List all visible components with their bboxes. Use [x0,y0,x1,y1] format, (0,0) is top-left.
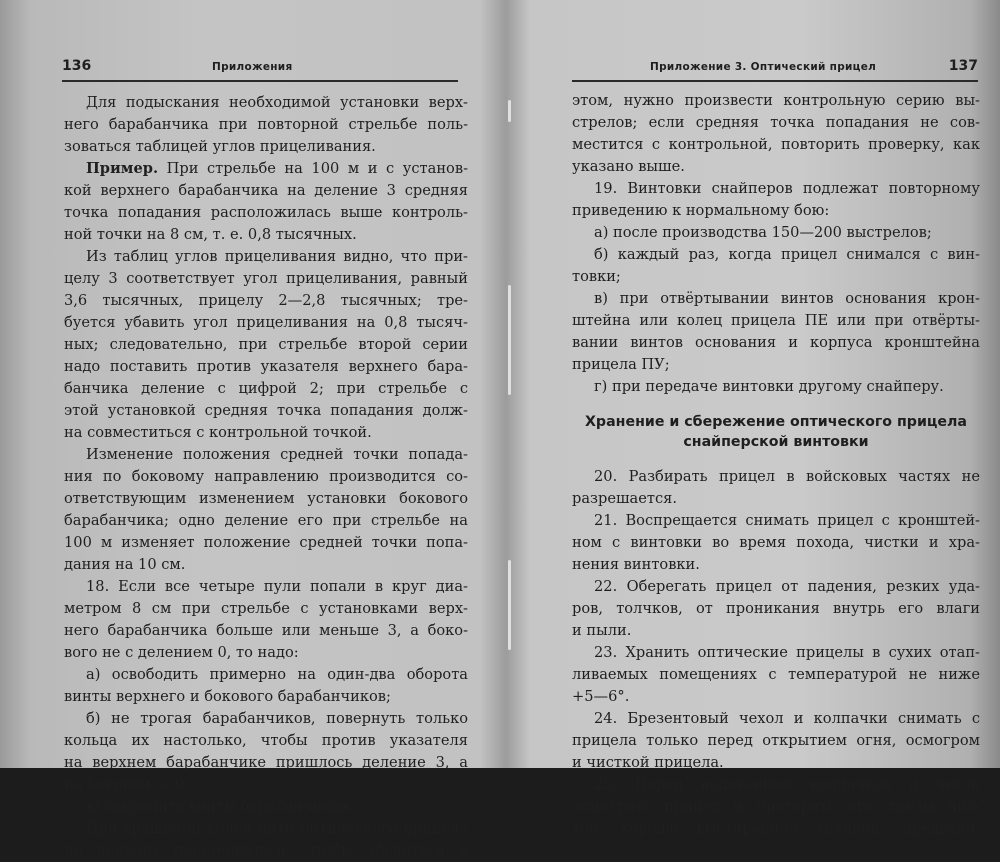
line-text: 20. Разбирать прицел в войсковых частях не [594,468,980,485]
text-line [572,708,980,730]
text-block [572,466,980,840]
text-line [572,620,980,642]
line-text: него барабанчика при повторной стрельбе поль- [64,116,468,133]
line-text: на боковом — 0; [64,776,189,793]
line-text: нения винтовки. [572,556,700,573]
text-line [64,290,468,312]
text-line [64,400,468,422]
line-text: и чисткой прицела. [572,754,724,771]
text-line [572,554,980,576]
line-text: Из таблиц углов прицеливания видно, что при- [86,248,468,265]
line-text: ливаемых помещениях с температурой не ниже [572,666,980,683]
text-line [572,818,980,840]
page-number: 136 [62,58,92,74]
line-text: на совместиться с контрольной точкой. [64,424,372,441]
line-text: ния по боковому направлению производится со- [64,468,468,485]
text-line [64,510,468,532]
text-line [572,178,980,200]
text-line [64,598,468,620]
page-body [64,92,468,862]
text-line [64,554,468,576]
text-line [572,466,980,488]
line-text: приведению к нормальному бою: [572,202,830,219]
text-line [64,620,468,642]
text-line [64,158,468,180]
line-text: 3,6 тысячных, прицелу 2—2,8 тысячных; тре- [64,292,468,309]
text-line [64,136,468,158]
text-line [64,818,468,840]
text-line [64,708,468,730]
line-text: прицела ПУ; [572,356,670,373]
running-head [62,54,458,82]
line-text: точка попадания расположилась выше контроль- [64,204,468,221]
text-block [572,90,980,398]
text-line [572,310,980,332]
text-line [572,222,980,244]
text-line [64,796,468,818]
line-text: не должны перемещаться; чтобы убедиться в [64,842,468,859]
line-text: 19. Винтовки снайперов подлежат повторному [594,180,980,197]
line-text: кольца их настолько, чтобы против указателя [64,732,468,749]
line-text: метром 8 см при стрельбе с установками верх- [64,600,468,617]
line-text: б) каждый раз, когда прицел снимался с вин- [594,246,980,263]
text-line [572,354,980,376]
right-page [510,0,1000,837]
text-line [64,202,468,224]
line-text: прицела только перед открытием огня, осмогром [572,732,980,749]
line-text: буется убавить угол прицеливания на 0,8 тысяч- [64,314,468,331]
line-text: надо поставить против указателя верхнего бара- [64,358,468,375]
page-number: 137 [948,58,978,74]
text-line [64,686,468,708]
text-line [572,730,980,752]
text-line [64,444,468,466]
line-text: ном с винтовки во время похода, чистки и хра- [572,534,980,551]
text-line [572,488,980,510]
text-line [572,332,980,354]
line-text: винты верхнего и бокового барабанчиков; [64,688,391,705]
line-text: этом, нужно произвести контрольную серию вы- [572,92,980,109]
line-text: ной точки на 8 см, т. е. 0,8 тысячных. [64,226,357,243]
text-line [572,642,980,664]
text-line [64,752,468,774]
line-text: ров, толчков, от проникания внутрь его влаги [572,600,980,617]
line-text: товки; [572,268,621,285]
line-text: банчика деление с цифрой 2; при стрельбе с [64,380,468,397]
line-text: Изменение положения средней точки попада- [86,446,468,463]
text-line [64,378,468,400]
text-line [64,532,468,554]
line-text: 23. Хранить оптические прицелы в сухих отап- [594,644,980,661]
line-text: вании винтов основания и корпуса кронштейна [572,334,980,351]
text-line [572,598,980,620]
text-line [572,576,980,598]
line-text: 22. Оберегать прицел от падения, резких уда- [594,578,980,595]
text-line [64,664,468,686]
line-text: б) не трогая барабанчиков, повернуть только [86,710,468,727]
line-text: указано выше. [572,158,685,175]
text-line [64,422,468,444]
text-line [64,576,468,598]
line-text: на верхнем барабанчике пришлось деление 3, а [64,754,468,771]
text-line [64,246,468,268]
line-text: зоваться таблицей углов прицеливания. [64,138,376,155]
line-text: а) освободить примерно на один-два оборота [86,666,468,683]
line-text: 25. Перед надеванием колпачков и чехла [594,776,980,793]
line-text: ных; следовательно, при стрельбе второй серии [64,336,468,353]
line-text: ответствующим изменением установки бокового [64,490,468,507]
line-text: а) после производства 150—200 выстрелов; [594,224,932,241]
text-line [64,774,468,796]
text-line [572,510,980,532]
line-text: При стрельбе на 100 м и с установ- [166,160,468,177]
line-text: местится с контрольной, повторить проверку, как [572,136,980,153]
line-text: стрелов; если средняя точка попадания не сов- [572,114,980,131]
text-line [572,244,980,266]
text-line [64,224,468,246]
text-line [64,92,468,114]
line-text: в) закрепить винты барабанчиков. [86,798,354,815]
text-line [64,466,468,488]
line-text: и пыли. [572,622,632,639]
text-line [64,356,468,378]
line-text: 100 м изменяет положение средней точки попа- [64,534,468,551]
text-line [572,112,980,134]
text-line [64,488,468,510]
text-line [64,114,468,136]
text-line [572,752,980,774]
example-label: Пример. [86,160,159,177]
line-text: кой верхнего барабанчика на деление 3 средняя [64,182,468,199]
line-text: штейна или колец прицела ПЕ или при отвёрты- [572,312,980,329]
text-line [572,200,980,222]
text-line [572,156,980,178]
text-line [572,796,980,818]
line-text: осмотреть прицел и протереть его линзы чис- [572,798,980,815]
line-text: Для подыскания необходимой установки верх- [86,94,468,111]
running-head [572,54,978,82]
section-heading-line: Хранение и сбережение оптического прицела [584,414,967,430]
line-text: +5—6°. [572,688,630,705]
line-text: этой установкой средняя точка попадания долж- [64,402,468,419]
line-text: 18. Если все четыре пули попали в круг диа- [86,578,468,595]
line-text: При вращении колец нити оптического прицела [86,820,468,837]
text-line [572,376,980,398]
line-text: 21. Воспрещается снимать прицел с кронштей- [594,512,980,529]
text-line [572,288,980,310]
line-text: него барабанчика больше или меньше 3, а боко- [64,622,468,639]
line-text: той, хорошо выстиранной тряпкой, предвари- [572,820,980,837]
text-line [572,774,980,796]
text-line [64,730,468,752]
text-line [572,266,980,288]
line-text: целу 3 соответствует угол прицеливания, равный [64,270,468,287]
text-line [64,312,468,334]
text-line [572,134,980,156]
text-line [64,334,468,356]
text-line [64,642,468,664]
text-line [572,532,980,554]
running-head-title: Приложения [212,61,293,73]
text-line [64,840,468,862]
section-heading [572,412,980,452]
text-line [572,686,980,708]
line-text: 24. Брезентовый чехол и колпачки снимать с [594,710,980,727]
section-heading-line: снайперской винтовки [683,434,869,450]
line-text: в) при отвёртывании винтов основания крон- [594,290,980,307]
text-line [64,180,468,202]
text-line [572,90,980,112]
text-line [64,268,468,290]
line-text: барабанчика; одно деление его при стрельбе на [64,512,468,529]
text-line [572,664,980,686]
line-text: разрешается. [572,490,677,507]
line-text: вого не с делением 0, то надо: [64,644,299,661]
running-head-title: Приложение 3. Оптический прицел [650,61,877,73]
page-body [572,90,980,840]
line-text: дания на 10 см. [64,556,186,573]
line-text: г) при передаче винтовки другому снайперу. [594,378,944,395]
